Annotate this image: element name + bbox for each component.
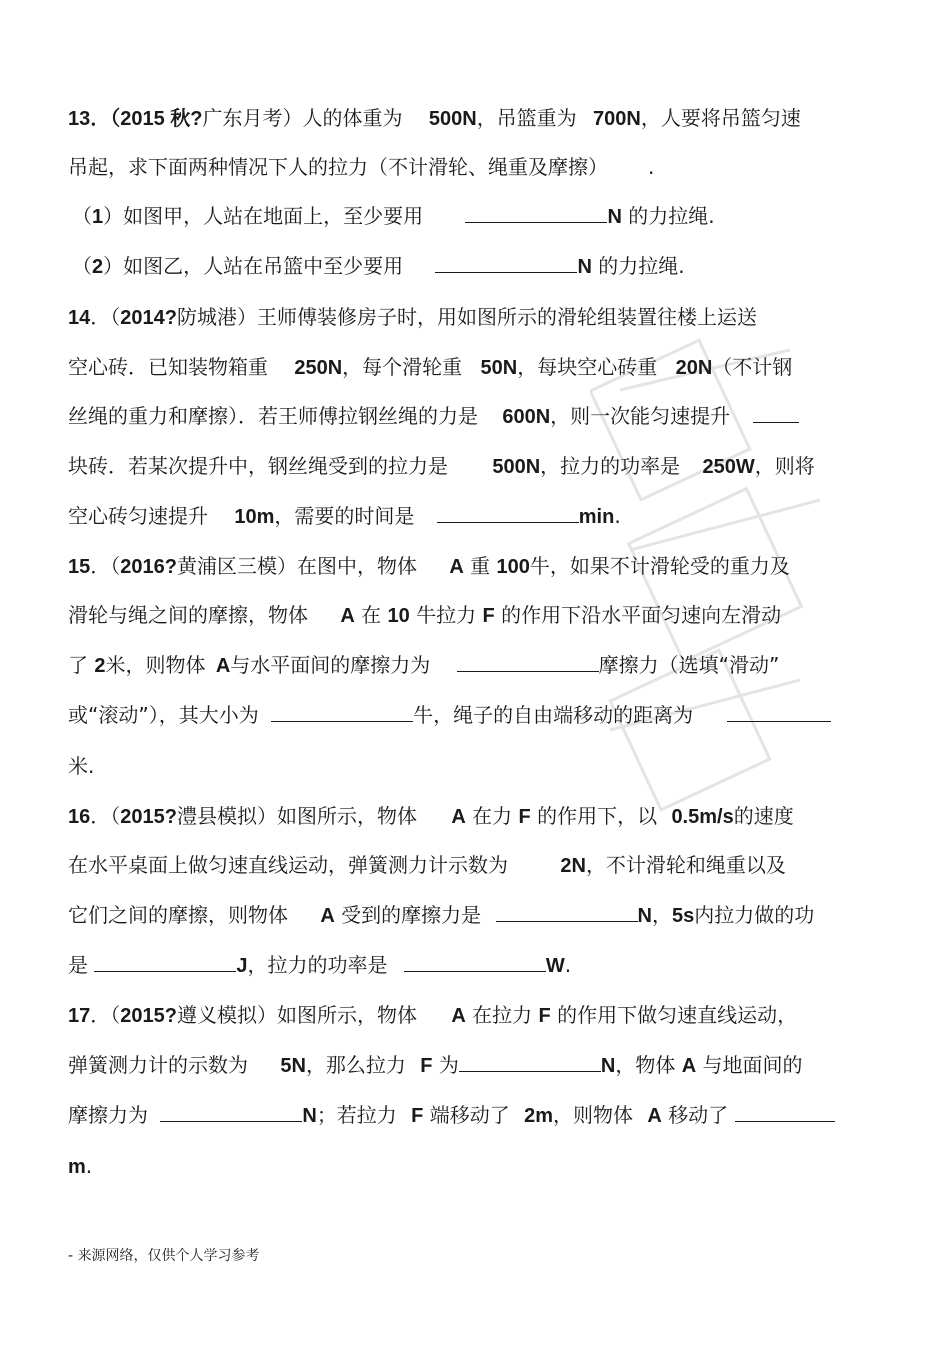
unit: m — [68, 1156, 86, 1178]
q14-line-2 — [68, 353, 792, 382]
question-text: 与水平面间的摩擦力为 — [230, 653, 431, 677]
question-text: 广东月考）人的体重为 — [202, 106, 403, 130]
question-text: ．（ — [90, 305, 121, 329]
question-text: 为 — [438, 1053, 459, 1077]
question-text: 的作用下，以 — [537, 804, 658, 828]
variable: F — [518, 806, 531, 828]
value: 500N — [428, 108, 477, 130]
q17-line-1 — [68, 1001, 797, 1030]
variable: A — [451, 1005, 466, 1027]
value: 10 — [387, 605, 410, 627]
question-text: ．（ — [90, 554, 121, 578]
sub-question-number: 1 — [92, 206, 104, 228]
question-text: 的作用下做匀速直线运动， — [557, 1003, 798, 1027]
question-text: ）如图甲，人站在地面上，至少要用 — [103, 204, 424, 228]
variable: A — [340, 605, 355, 627]
question-text: ，吊篮重为 — [476, 106, 577, 130]
question-text: 它们之间的摩擦，则物体 — [68, 903, 288, 927]
question-text: 内拉力做的功 — [694, 903, 815, 927]
q17-line-4 — [68, 1152, 92, 1181]
question-text: ；若拉力 — [316, 1103, 397, 1127]
unit: N — [637, 905, 652, 927]
unit: N — [600, 1055, 616, 1077]
question-text: 摩擦力（选填“滑动” — [598, 653, 780, 677]
question-text: 牛，绳子的自由端移动的距离为 — [413, 703, 694, 727]
unit: N — [577, 256, 592, 278]
question-text: 了 — [68, 653, 88, 677]
question-text: ，不计滑轮和绳重以及 — [585, 853, 786, 877]
value: 100 — [496, 556, 530, 578]
variable: F — [538, 1005, 551, 1027]
question-text: ，则一次能匀速提升 — [550, 404, 731, 428]
value: 250N — [294, 357, 343, 379]
answer-blank[interactable] — [727, 701, 831, 722]
answer-blank[interactable] — [465, 202, 607, 223]
value: 250W — [702, 456, 755, 478]
question-text: 的速度 — [733, 804, 794, 828]
q13-line-2 — [68, 153, 654, 181]
question-source-year: 2015? — [120, 1005, 177, 1027]
question-text: （ — [72, 204, 92, 228]
value: 700N — [593, 108, 641, 130]
variable: A — [681, 1055, 697, 1077]
variable: A — [449, 556, 464, 578]
question-text: ．（ — [90, 1003, 121, 1027]
question-text: 是 — [68, 953, 88, 977]
unit: J — [236, 955, 248, 977]
question-text: 在 — [361, 603, 382, 627]
question-text: ，则物体 — [553, 1103, 634, 1127]
variable: A — [451, 806, 466, 828]
question-text: 米，则物体 — [105, 653, 206, 677]
question-text: 在水平桌面上做匀速直线运动，弹簧测力计示数为 — [68, 853, 508, 877]
question-text: 牛，如果不计滑轮受的重力及 — [529, 554, 790, 578]
unit: min — [578, 506, 615, 528]
q15-line-1 — [68, 552, 790, 581]
question-text: ，物体 — [615, 1053, 676, 1077]
q16-line-1 — [68, 802, 794, 831]
unit: W — [545, 955, 565, 977]
q13-line-3 — [72, 202, 715, 231]
q13-line-4 — [72, 252, 685, 281]
question-text: 滑轮与绳之间的摩擦，物体 — [68, 603, 308, 627]
question-text: 在力 — [472, 804, 513, 828]
question-number: 14 — [68, 307, 91, 329]
answer-blank[interactable] — [404, 951, 546, 972]
question-text: 防城港）王师傅装修房子时，用如图所示的滑轮组装置往楼上运送 — [176, 305, 757, 329]
q14-line-5 — [68, 502, 621, 531]
question-text: ．（ — [90, 804, 121, 828]
question-text: ，每个滑轮重 — [342, 355, 463, 379]
value: 50N — [480, 357, 518, 379]
unit: N — [302, 1105, 317, 1127]
question-text: （不计钢 — [712, 355, 793, 379]
question-text: . — [648, 155, 655, 179]
value: 2N — [560, 855, 586, 877]
question-source-year: 2015? — [120, 806, 177, 828]
answer-blank[interactable] — [160, 1101, 302, 1122]
question-number: 16 — [68, 806, 91, 828]
question-text: . — [614, 504, 621, 528]
answer-blank[interactable] — [459, 1051, 601, 1072]
variable: A — [647, 1105, 662, 1127]
question-text: 重 — [470, 554, 491, 578]
answer-blank[interactable] — [94, 951, 236, 972]
value: 0.5m/s — [671, 806, 734, 828]
question-text: 的力拉绳. — [591, 254, 685, 278]
question-text: 牛拉力 — [416, 603, 477, 627]
question-text: 黄浦区三模）在图中，物体 — [176, 554, 417, 578]
q15-line-5 — [68, 752, 94, 780]
question-text: 空心砖匀速提升 — [68, 504, 208, 528]
question-source-year: 2014? — [120, 307, 177, 329]
page-footer: - 来源网络，仅供个人学习参考 — [68, 1248, 260, 1264]
q17-line-2 — [68, 1051, 803, 1080]
q16-line-4 — [68, 951, 571, 980]
q16-line-2 — [68, 851, 786, 880]
question-number: 15 — [68, 556, 91, 578]
q14-line-1 — [68, 303, 757, 332]
unit: N — [607, 206, 622, 228]
question-text: 块砖．若某次提升中，钢丝绳受到的拉力是 — [68, 454, 448, 478]
q15-line-4 — [68, 701, 831, 729]
value: 10m — [234, 506, 275, 528]
question-text: . — [564, 953, 572, 977]
question-text: ，拉力的功率是 — [247, 953, 388, 977]
value: 5s — [671, 905, 695, 927]
question-text: 或“滚动”），其大小为 — [68, 703, 259, 727]
question-text: 澧县模拟）如图所示，物体 — [176, 804, 417, 828]
question-text: 米. — [68, 754, 95, 778]
question-number: 13．（ — [68, 108, 121, 130]
variable: A — [320, 905, 335, 927]
variable: A — [215, 655, 231, 677]
sub-question-number: 2 — [92, 256, 104, 278]
question-text: 移动了 — [668, 1103, 729, 1127]
q16-line-3 — [68, 901, 814, 930]
question-text: 吊起，求下面两种情况下人的拉力（不计滑轮、绳重及摩擦） — [68, 155, 608, 179]
q14-line-4 — [68, 452, 815, 481]
value: 20N — [675, 357, 713, 379]
answer-blank[interactable] — [457, 651, 599, 672]
question-source-year: 2016? — [120, 556, 177, 578]
question-text: ，拉力的功率是 — [540, 454, 681, 478]
answer-blank[interactable] — [496, 901, 638, 922]
value: 5N — [280, 1055, 306, 1077]
variable: F — [482, 605, 495, 627]
answer-blank[interactable] — [435, 252, 577, 273]
question-text: ，需要的时间是 — [274, 504, 415, 528]
question-text: 的力拉绳. — [621, 204, 715, 228]
question-text: 的作用下沿水平面匀速向左滑动 — [501, 603, 782, 627]
question-text: ，每块空心砖重 — [517, 355, 658, 379]
value: 2m — [524, 1105, 554, 1127]
variable: F — [420, 1055, 433, 1077]
question-text: ，人要将吊篮匀速 — [640, 106, 801, 130]
question-text: 在拉力 — [472, 1003, 533, 1027]
q14-line-3 — [68, 402, 799, 431]
question-text: 端移动了 — [429, 1103, 510, 1127]
question-text: 弹簧测力计的示数为 — [68, 1053, 248, 1077]
question-text: . — [85, 1154, 93, 1178]
q15-line-3 — [68, 651, 779, 680]
question-text: （ — [72, 254, 92, 278]
question-text: 丝绳的重力和摩擦）．若王师傅拉钢丝绳的力是 — [68, 404, 478, 428]
question-text: 空心砖．已知装物箱重 — [68, 355, 268, 379]
value: 2 — [94, 655, 106, 677]
value: 600N — [502, 406, 551, 428]
question-text: ，则将 — [754, 454, 815, 478]
question-text: 遵义模拟）如图所示，物体 — [176, 1003, 417, 1027]
q15-line-2 — [68, 601, 781, 630]
question-source-year: 2015 秋? — [120, 108, 203, 130]
answer-blank[interactable] — [271, 701, 413, 722]
question-text: 与地面间的 — [702, 1053, 803, 1077]
question-text: 摩擦力为 — [68, 1103, 148, 1127]
question-number: 17 — [68, 1005, 91, 1027]
question-text: ）如图乙，人站在吊篮中至少要用 — [103, 254, 404, 278]
answer-blank[interactable] — [753, 402, 799, 423]
answer-blank[interactable] — [735, 1101, 835, 1122]
answer-blank[interactable] — [437, 502, 579, 523]
q13-line-1 — [68, 104, 801, 133]
question-text: ， — [651, 903, 672, 927]
question-text: 受到的摩擦力是 — [341, 903, 482, 927]
question-text: ，那么拉力 — [305, 1053, 406, 1077]
q17-line-3 — [68, 1101, 835, 1130]
value: 500N — [492, 456, 541, 478]
variable: F — [411, 1105, 424, 1127]
